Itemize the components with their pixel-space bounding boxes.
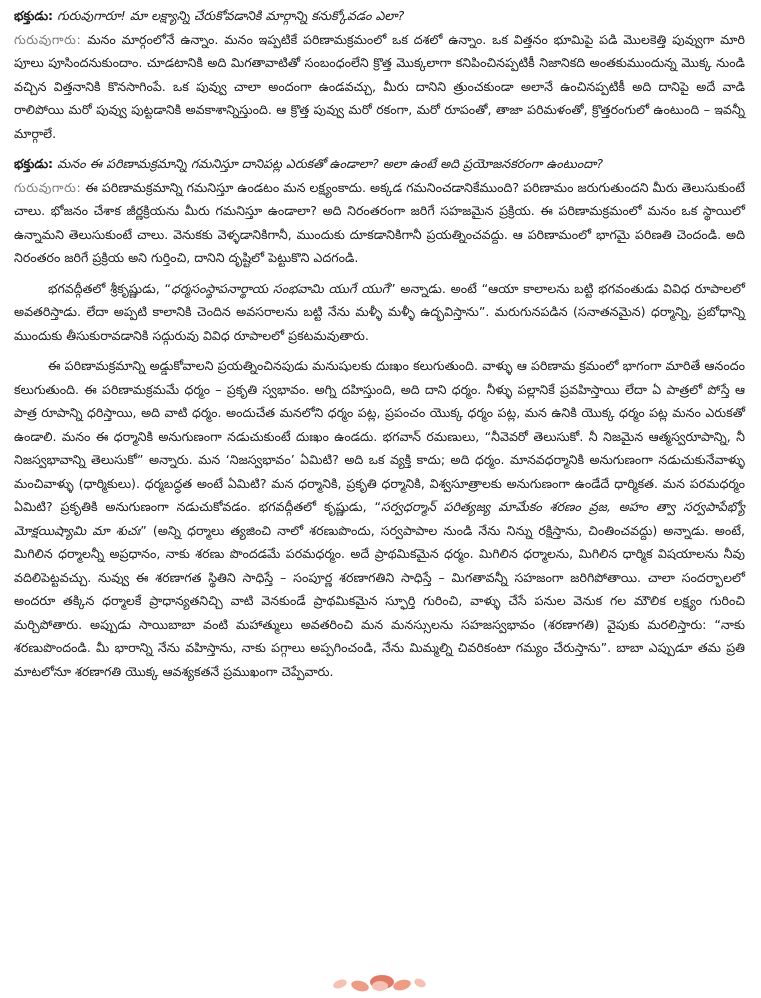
speaker-devotee: భక్తుడు: bbox=[14, 156, 54, 171]
question-text: మనం ఈ పరిణామక్రమాన్ని గమనిస్తూ దానిపట్ల ఎరుకతో ఉండాలా? అలా ఉంటే అది ప్రయోజనకరంగా ఉంటుందా? bbox=[57, 156, 604, 171]
speaker-guru: గురువుగారు: bbox=[14, 31, 82, 47]
paragraph-rest: ” అన్నాడు. అంటే “ఆయా కాలాలను బట్టి భగవంతుడు వివిధ రూపాలలో అవతరిస్తాడు. లేదా అప్పటి కాలానికి చెందిన అవసరాలను బట్టి నేను మళ్ళీ మళ్ళీ ఉద్భవిస్తాను”. మరుగునపడిన (సనాతనమైన) ధర్మాన్ని, ప్రబోధాన్ని ముందుకు తీసుకురావడానికి సద్గురువు వివిధ రూపాలలో ప్రకటమవుతారు. bbox=[14, 280, 745, 343]
speaker-guru: గురువుగారు: bbox=[14, 179, 82, 195]
guru-answer-2 bbox=[14, 176, 745, 270]
answer-text: ఈ పరిణామక్రమాన్ని గమనిస్తూ ఉండటం మన లక్ష్యంకాదు. అక్కడ గమనించడానికేముంది? పరిణామం జరుగుతుందని మీరు తెలుసుకుంటే చాలు. భోజనం చేశాక జీర్ణక్రియను మీరు గమనిస్తూ ఉండాలా? అది నిరంతరంగా జరిగే సహజమైన ప్రక్రియ. ఈ పరిణామక్రమంలో మనం ఒక స్థాయిలో ఉన్నామని తెలుసుకుంటే చాలు. వెనుకకు వెళ్ళడానికిగానీ, ముందుకు దూకడానికిగానీ ప్రయత్నించవద్దు. ఆ పరిణామంలో భాగమై పరిణతి చెందండి. అది నిరంతరం జరిగే ప్రక్రియ అని గుర్తించి, దానిని దృష్టిలో పెట్టుకొని ఎదగండి. bbox=[14, 179, 745, 265]
speaker-devotee: భక్తుడు: bbox=[14, 8, 54, 23]
paragraph-part1: ఈ పరిణామక్రమాన్ని అడ్డుకోవాలని ప్రయత్నించినపుడు మనుషులకు దుఃఖం కలుగుతుంది. వాళ్ళు ఆ పరిణామ క్రమంలో భాగంగా మారితే ఆనందం కలుగుతుంది. ఈ పరిణామక్రమమే ధర్మం – ప్రకృతి స్వభావం. అగ్ని దహిస్తుంది, అది దాని ధర్మం. నీళ్ళు పల్లానికే ప్రవహిస్తాయి లేదా ఏ పాత్రలో పోస్తే ఆ పాత్ర రూపాన్ని ధరిస్తాయి, అది వాటి ధర్మం. అందుచేత మనలోని ధర్మం పట్ల, ప్రపంచం యొక్క ధర్మం పట్ల, మన ఉనికి యొక్క ధర్మం పట్ల మనం ఎరుకతో ఉండాలి. మనం ఈ ధర్మానికి అనుగుణంగా నడుచుకుంటే దుఃఖం ఉండదు. భగవాన్ రమణులు, “నీవెవరో తెలుసుకో. నీ నిజమైన ఆత్మస్వరూపాన్ని, నీ నిజస్వభావాన్ని తెలుసుకో” అన్నారు. మన ‘నిజస్వభావం’ ఏమిటి? అది ఒక వ్యక్తి కాదు; అది ధర్మం. మానవధర్మానికి అనుగుణంగా నడుచుకునేవాళ్ళు మంచివాళ్ళు (ధార్మికులు). ధర్మబద్ధత అంటే ఏమిటి? మన ధర్మానికి, ప్రకృతి ధర్మానికి, విశ్వసూత్రాలకు అనుగుణంగా ఉండేదే ధార్మికత. మన పరమధర్మం ఏమిటి? ప్రకృతికి అనుగుణంగా నడుచుకోవడం. భగవద్గీతలో కృష్ణుడు, “ bbox=[14, 358, 745, 514]
shloka-quote: ధర్మసంస్థాపనార్థాయ సంభవామి యుగే యుగే bbox=[171, 280, 390, 296]
devotee-question-2 bbox=[14, 152, 745, 176]
guru-answer-1 bbox=[14, 28, 745, 146]
shloka-quote: సర్వధర్మాన్ పరిత్యజ్య మామేకం శరణం వ్రజ, అహం త్వా సర్వపాపేభ్యో మోక్షయిష్యామి మా శుచః bbox=[14, 499, 745, 538]
devotee-question-1 bbox=[14, 4, 745, 28]
flower-petals-icon bbox=[320, 970, 440, 996]
petal-cluster bbox=[332, 975, 427, 993]
paragraph-gita bbox=[14, 277, 745, 348]
paragraph-dharma bbox=[14, 354, 745, 683]
answer-text: మనం మార్గంలోనే ఉన్నాం. మనం ఇప్పటికే పరిణామక్రమంలో ఒక దశలో ఉన్నాం. ఒక విత్తనం భూమిపై పడి మొలకెత్తి పువ్వుగా మారి పూలు పూసిందనుకుందాం. చూడటానికి అది మిగతావాటితో సంబంధంలేని క్రొత్త మొక్కలాగా కనిపించినప్పటికీ నిజానికది అంతకుముందున్న మొక్క నుండి వచ్చిన విత్తనానికి కొనసాగింపే. ఒక పువ్వు చాలా అందంగా ఉండవచ్చు, మీరు దానిని త్రుంచకుండా అలానే ఉంచినప్పటికీ అది దానిపై అదే వాడి రాలిపోయి మరో పువ్వు పుట్టడానికి అవకాశాన్నిస్తుంది. ఆ క్రొత్త పువ్వు మరో రకంగా, మరో రూపంతో, తాజా పరిమళంతో, క్రొత్తరంగులో ఉంటుంది – ఇవన్నీ మార్గాలే. bbox=[14, 31, 745, 141]
paragraph-lead: భగవద్గీతలో శ్రీకృష్ణుడు, “ bbox=[48, 280, 172, 296]
question-text: గురువుగారూ! మా లక్ష్యాన్ని చేరుకోవడానికి మార్గాన్ని కనుక్కోవడం ఎలా? bbox=[57, 8, 405, 23]
paragraph-part2: ” (అన్ని ధర్మాలు త్యజించి నాలో శరణుపొందు, సర్వపాపాల నుండి నేను నిన్ను రక్షిస్తాను, చింతించవద్దు) అన్నాడు. అంటే, మిగిలిన ధర్మాలన్నీ అప్రధానం, నాకు శరణు పొందడమే పరమధర్మం. అదే ప్రాథమికమైన ధర్మం. మిగిలిన ధర్మాలను, మిగిలిన ధార్మిక విషయాలను నీవు వదిలిపెట్టవచ్చు. నువ్వు ఈ శరణాగత స్థితిని సాధిస్తే – సంపూర్ణ శరణాగతిని సాధిస్తే – మిగతావన్నీ సహజంగా జరిగిపోతాయి. చాలా సందర్భాలలో అందరూ తక్కిన ధర్మాలకే ప్రాధాన్యతనిచ్చి వాటి వెనకుండే ప్రాథమికమైన స్ఫూర్తి గురించి, వాళ్ళు చేసే పనుల వెనుక గల మౌలిక లక్ష్యం గురించి మర్చిపోతారు. అప్పుడు సాయిబాబా వంటి మహాత్ములు అవతరించి మన మనస్సులను సహజస్వభావం (శరణాగతి) వైపుకు మరలిస్తారు: “నాకు శరణుపొందండి. మీ భారాన్ని నేను వహిస్తాను, నాకు పగ్గాలు అప్పగించండి, నేను మిమ్మల్ని చివరికంటా గమ్యం చేరుస్తాను”. బాబా ఎప్పుడూ తమ ప్రతి మాటలోనూ శరణాగతి యొక్క ఆవశ్యకతనే ప్రముఖంగా చెప్పేవారు. bbox=[14, 522, 745, 679]
